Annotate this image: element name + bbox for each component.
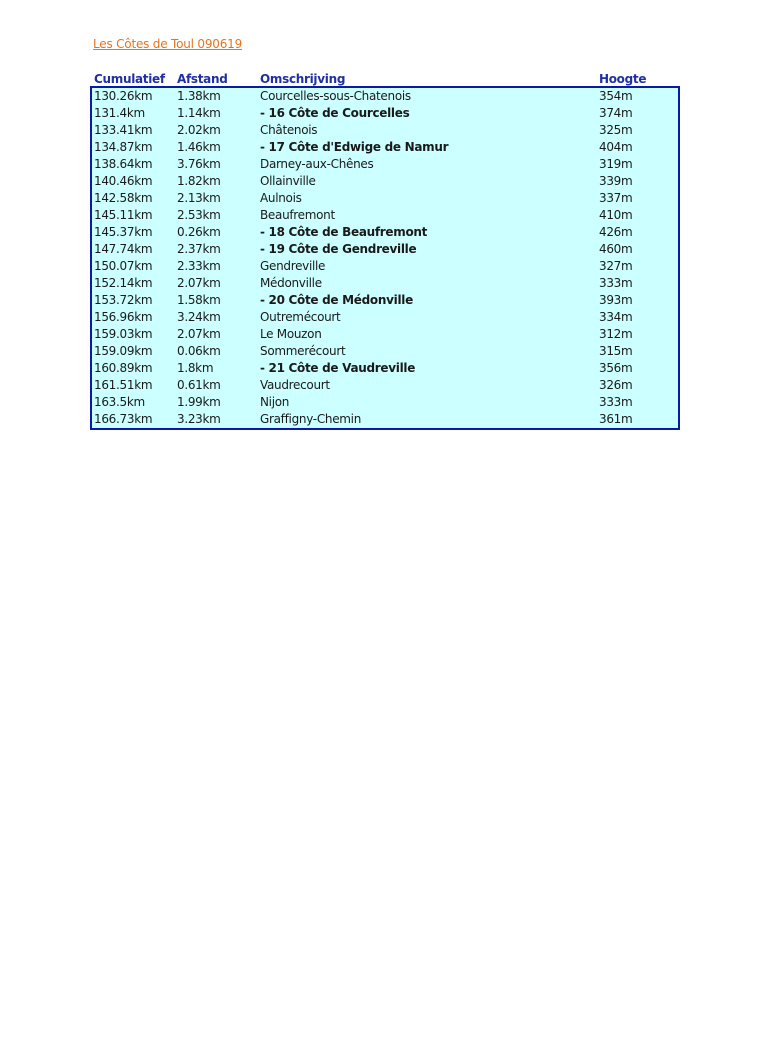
cell-cumulatief: 163.5km: [94, 395, 145, 409]
cell-afstand: 0.61km: [177, 378, 221, 392]
table-row: [92, 241, 678, 258]
cell-omschrijving: - 17 Côte d'Edwige de Namur: [260, 140, 449, 154]
cell-hoogte: 356m: [599, 361, 633, 375]
cell-cumulatief: 160.89km: [94, 361, 153, 375]
cell-hoogte: 354m: [599, 89, 633, 103]
cell-cumulatief: 140.46km: [94, 174, 153, 188]
header-cumulatief: Cumulatief: [94, 72, 165, 86]
cell-omschrijving: Gendreville: [260, 259, 326, 273]
cell-afstand: 0.26km: [177, 225, 221, 239]
table-header: [94, 72, 684, 86]
cell-hoogte: 361m: [599, 412, 633, 426]
cell-hoogte: 334m: [599, 310, 633, 324]
cell-hoogte: 426m: [599, 225, 633, 239]
cell-omschrijving: Outremécourt: [260, 310, 341, 324]
cell-omschrijving: Darney-aux-Chênes: [260, 157, 374, 171]
table-row: [92, 343, 678, 360]
cell-omschrijving: - 19 Côte de Gendreville: [260, 242, 417, 256]
cell-hoogte: 319m: [599, 157, 633, 171]
cell-afstand: 1.46km: [177, 140, 221, 154]
cell-afstand: 2.37km: [177, 242, 221, 256]
cell-afstand: 3.76km: [177, 157, 221, 171]
cell-cumulatief: 159.09km: [94, 344, 153, 358]
cell-omschrijving: Aulnois: [260, 191, 302, 205]
cell-hoogte: 337m: [599, 191, 633, 205]
cell-afstand: 1.14km: [177, 106, 221, 120]
cell-cumulatief: 133.41km: [94, 123, 153, 137]
table-row: [92, 360, 678, 377]
cell-cumulatief: 166.73km: [94, 412, 153, 426]
cell-afstand: 1.99km: [177, 395, 221, 409]
cell-cumulatief: 161.51km: [94, 378, 153, 392]
cell-afstand: 2.53km: [177, 208, 221, 222]
cell-hoogte: 326m: [599, 378, 633, 392]
table-row: [92, 377, 678, 394]
cell-omschrijving: Le Mouzon: [260, 327, 322, 341]
cell-hoogte: 410m: [599, 208, 633, 222]
table-row: [92, 309, 678, 326]
cell-omschrijving: Sommerécourt: [260, 344, 346, 358]
table-row: [92, 224, 678, 241]
cell-cumulatief: 159.03km: [94, 327, 153, 341]
cell-cumulatief: 142.58km: [94, 191, 153, 205]
cell-cumulatief: 147.74km: [94, 242, 153, 256]
table-row: [92, 207, 678, 224]
cell-cumulatief: 134.87km: [94, 140, 153, 154]
cell-hoogte: 374m: [599, 106, 633, 120]
cell-cumulatief: 150.07km: [94, 259, 153, 273]
header-omschrijving: Omschrijving: [260, 72, 346, 86]
table-row: [92, 173, 678, 190]
cell-hoogte: 327m: [599, 259, 633, 273]
table-row: [92, 292, 678, 309]
header-hoogte: Hoogte: [599, 72, 647, 86]
route-table: [90, 86, 680, 430]
cell-hoogte: 312m: [599, 327, 633, 341]
cell-hoogte: 325m: [599, 123, 633, 137]
cell-cumulatief: 145.37km: [94, 225, 153, 239]
cell-cumulatief: 152.14km: [94, 276, 153, 290]
cell-cumulatief: 145.11km: [94, 208, 153, 222]
cell-afstand: 1.8km: [177, 361, 214, 375]
cell-afstand: 2.33km: [177, 259, 221, 273]
table-row: [92, 122, 678, 139]
header-afstand: Afstand: [177, 72, 228, 86]
cell-cumulatief: 138.64km: [94, 157, 153, 171]
document-title-link[interactable]: Les Côtes de Toul 090619: [93, 37, 243, 51]
cell-afstand: 2.07km: [177, 327, 221, 341]
cell-afstand: 2.07km: [177, 276, 221, 290]
cell-hoogte: 393m: [599, 293, 633, 307]
cell-hoogte: 315m: [599, 344, 633, 358]
cell-omschrijving: - 21 Côte de Vaudreville: [260, 361, 416, 375]
cell-omschrijving: Graffigny-Chemin: [260, 412, 362, 426]
table-row: [92, 394, 678, 411]
table-row: [92, 190, 678, 207]
cell-cumulatief: 131.4km: [94, 106, 145, 120]
cell-omschrijving: - 20 Côte de Médonville: [260, 293, 413, 307]
cell-afstand: 3.24km: [177, 310, 221, 324]
cell-afstand: 0.06km: [177, 344, 221, 358]
cell-hoogte: 333m: [599, 276, 633, 290]
cell-omschrijving: Médonville: [260, 276, 322, 290]
table-row: [92, 275, 678, 292]
cell-hoogte: 404m: [599, 140, 633, 154]
cell-omschrijving: Châtenois: [260, 123, 318, 137]
cell-omschrijving: Beaufremont: [260, 208, 335, 222]
cell-afstand: 2.02km: [177, 123, 221, 137]
cell-afstand: 3.23km: [177, 412, 221, 426]
cell-cumulatief: 153.72km: [94, 293, 153, 307]
cell-omschrijving: Ollainville: [260, 174, 316, 188]
cell-afstand: 1.58km: [177, 293, 221, 307]
cell-hoogte: 333m: [599, 395, 633, 409]
cell-omschrijving: - 18 Côte de Beaufremont: [260, 225, 428, 239]
table-row: [92, 258, 678, 275]
table-row: [92, 156, 678, 173]
table-row: [92, 105, 678, 122]
cell-hoogte: 460m: [599, 242, 633, 256]
table-row: [92, 326, 678, 343]
cell-afstand: 1.82km: [177, 174, 221, 188]
table-row: [92, 139, 678, 156]
cell-omschrijving: Nijon: [260, 395, 290, 409]
cell-omschrijving: Vaudrecourt: [260, 378, 330, 392]
table-row: [92, 411, 678, 428]
cell-omschrijving: Courcelles-sous-Chatenois: [260, 89, 411, 103]
cell-afstand: 1.38km: [177, 89, 221, 103]
cell-cumulatief: 156.96km: [94, 310, 153, 324]
cell-cumulatief: 130.26km: [94, 89, 153, 103]
cell-afstand: 2.13km: [177, 191, 221, 205]
cell-hoogte: 339m: [599, 174, 633, 188]
cell-omschrijving: - 16 Côte de Courcelles: [260, 106, 410, 120]
table-row: [92, 88, 678, 105]
